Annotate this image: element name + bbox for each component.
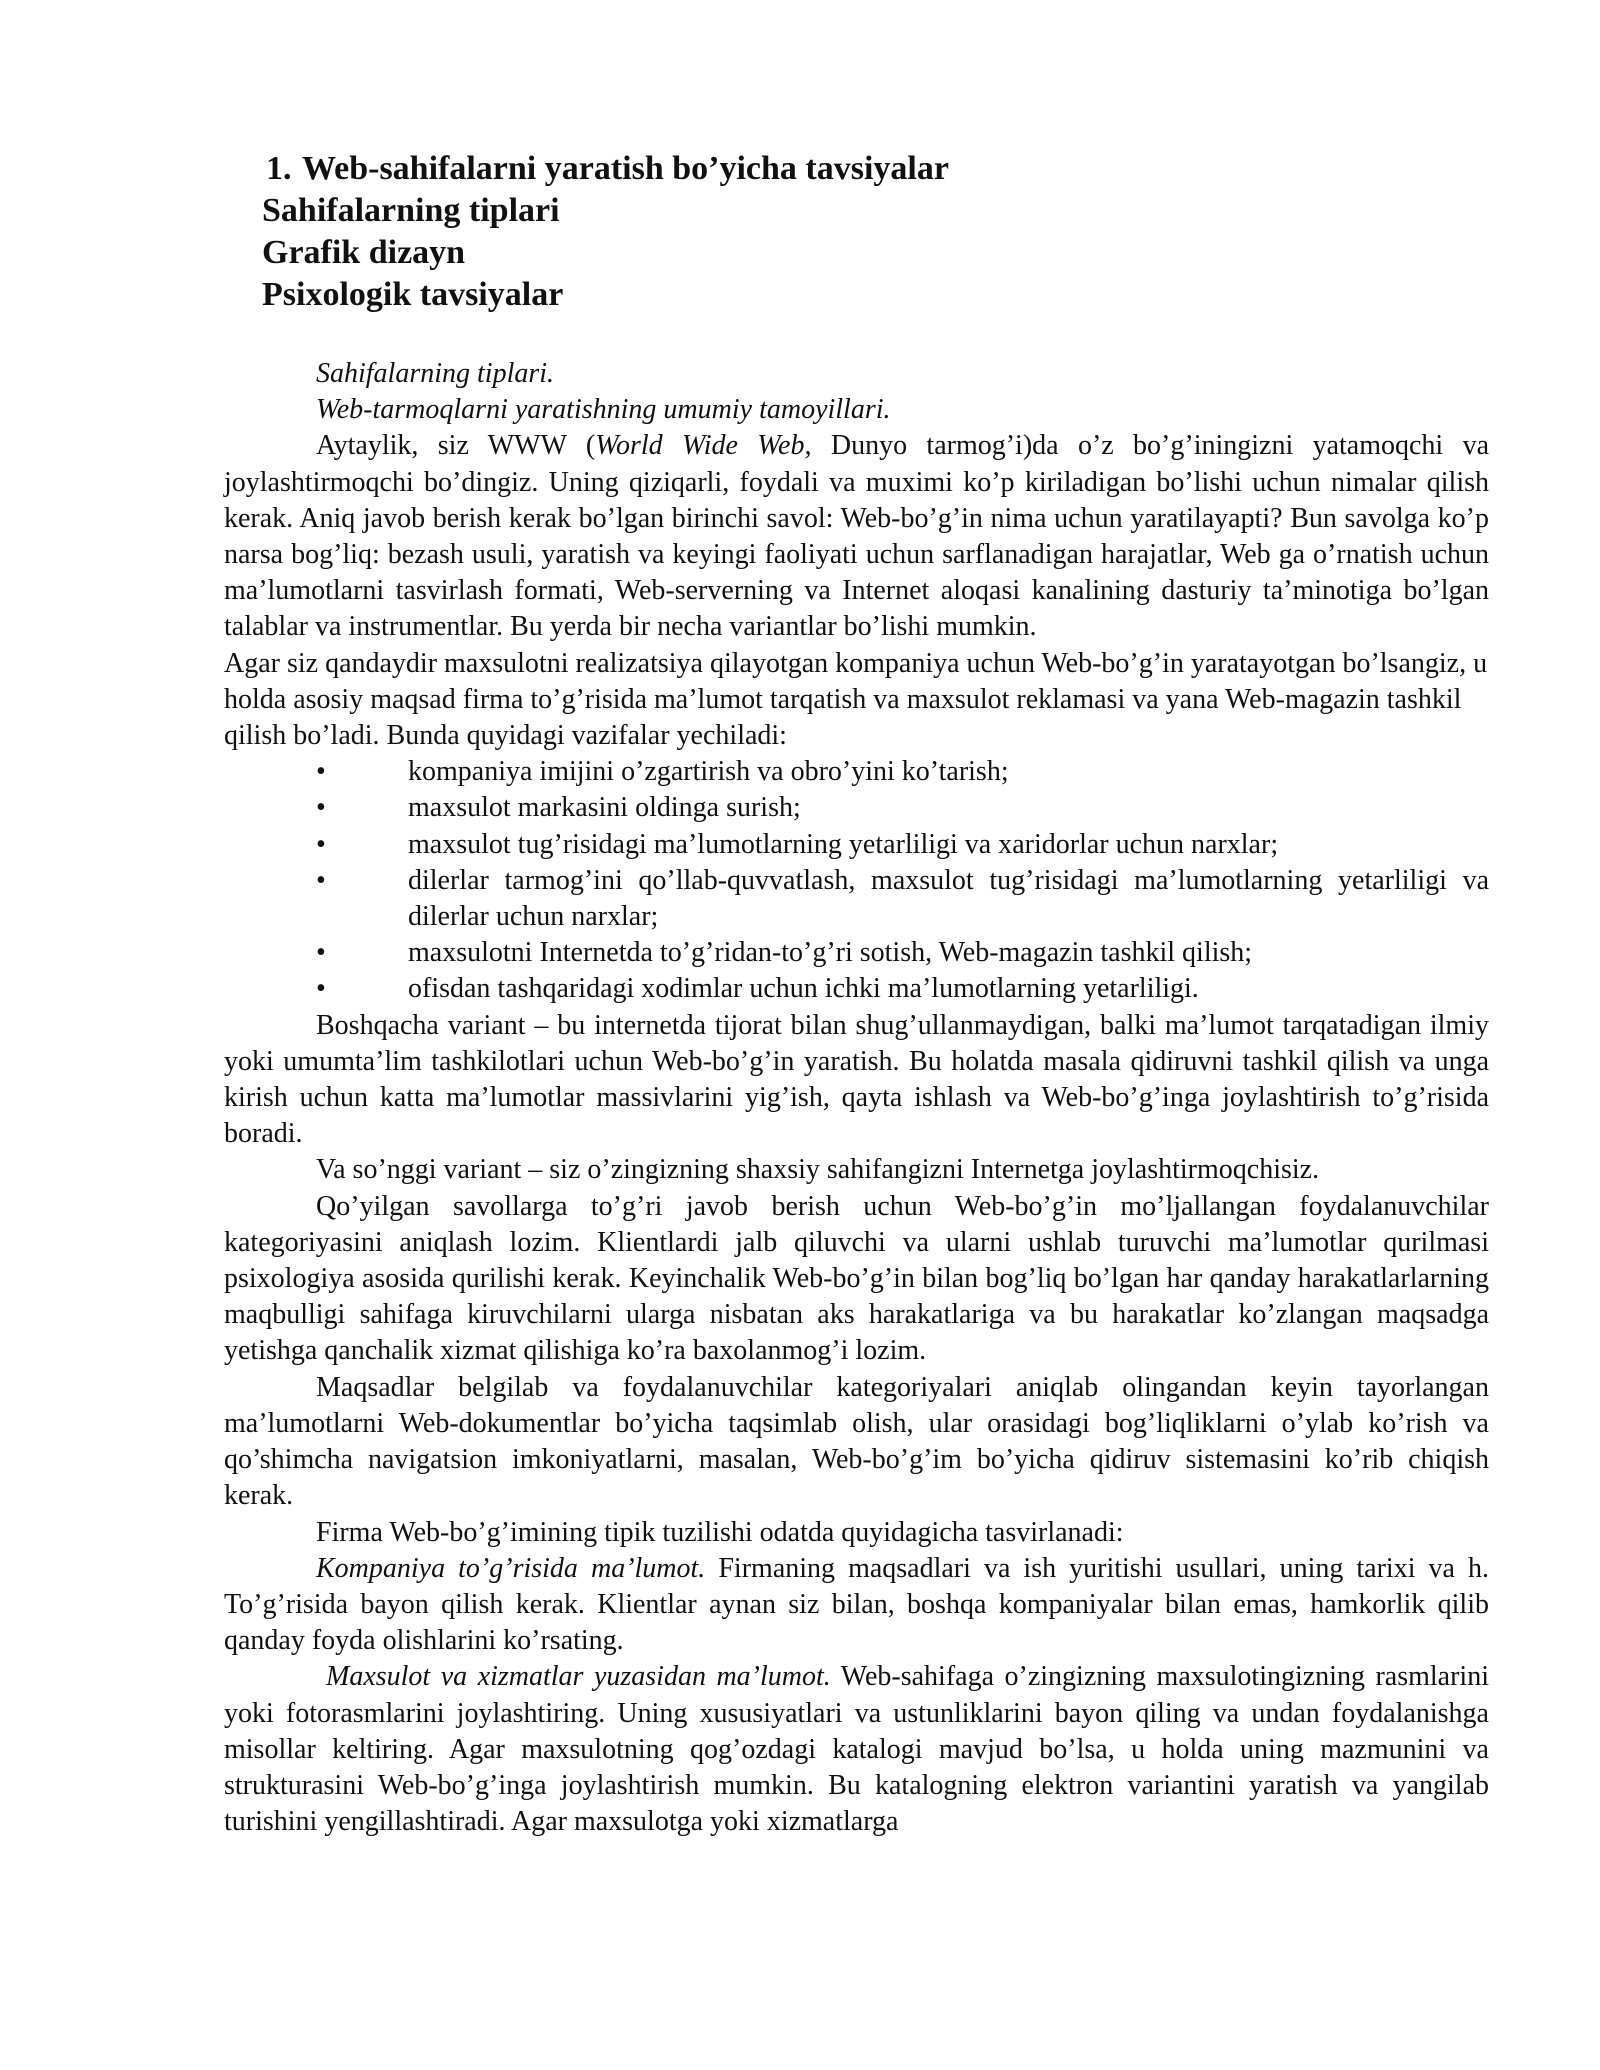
section-headings <box>262 148 949 316</box>
paragraph-last-variant: Va so’nggi variant – siz o’zingizning shaxsiy sahifangizni Internetga joylashtirmoqchisiz. <box>316 1154 1320 1186</box>
paragraph-company: Agar siz qandaydir maxsulotni realizatsiya qilayotgan kompaniya uchun Web-bo’g’in yaratayotgan bo’lsangiz, u holda asosiy maqsad firma to’g’risida ma’lumot tarqatish va maxsulot reklamasi va yana Web-magazin tashkil qilish bo’ladi. Bunda quyidagi vazifalar yechiladi: <box>224 647 1488 752</box>
bullet-icon: • <box>316 756 326 788</box>
bullet-icon: • <box>316 864 326 896</box>
paragraph-intro: Aytaylik, siz WWW (World Wide Web, Dunyo tarmog’i)da o’z bo’g’iningizni yatamoqchi va joylashtirmoqchi bo’dingiz. Uning qiziqarli, foydali va muximi ko’p kiriladigan bo’lishi uchun nimalar qilish kerak. Aniq javob berish kerak bo’lgan birinchi savol: Web-bo’g’in nima uchun yaratilayapti? Bun savolga ko’p narsa bog’liq: bezash usuli, yaratish va keyingi faoliyati uchun sarflanadigan harajatlar, Web ga o’rnatish uchun ma’lumotlarni tasvirlash formati, Web-serverning va Internet aloqasi kanalining dasturiy ta’minotiga bo’lgan talablar va instrumentlar. Bu yerda bir necha variantlar bo’lishi mumkin. <box>224 430 1489 643</box>
subtitle-principles: Web-tarmoqlarni yaratishning umumiy tamoyillari. <box>316 394 891 426</box>
heading-psychological: Psixologik tavsiyalar <box>262 276 564 313</box>
heading-main <box>262 148 949 190</box>
paragraph-products-info: Maxsulot va xizmatlar yuzasidan ma’lumot. Web-sahifaga o’zingizning maxsulotingizning rasmlarini yoki fotorasmlarini joylashtiring. Uning xususiyatlari va ustunliklarini bayon qiling va undan foydalanishga misollar keltiring. Agar maxsulotning qog’ozdagi katalogi mavjud bo’lsa, u holda uning mazmunini va strukturasini Web-bo’g’inga joylashtirish mumkin. Bu katalogning elektron variantini yaratish va yangilab turishini yengillashtiradi. Agar maxsulotga yoki xizmatlarga <box>224 1661 1489 1838</box>
paragraph-goals: Maqsadlar belgilab va foydalanuvchilar kategoriyalari aniqlab olingandan keyin tayorlangan ma’lumotlarni Web-dokumentlar bo’yicha taqsimlab olish, ular orasidagi bog’liqliklarni o’ylab ko’rish va qo’shimcha navigatsion imkoniyatlarni, masalan, Web-bo’g’im bo’yicha qidiruv sistemasini ko’rib chiqish kerak. <box>224 1371 1489 1512</box>
paragraph-company-info: Kompaniya to’g’risida ma’lumot. Firmaning maqsadlari va ish yuritishi usullari, uning tarixi va h. To’g’risida bayon qilish kerak. Klientlar aynan siz bilan, boshqa kompaniyalar bilan emas, hamkorlik qilib qanday foyda olishlarini ko’rsating. <box>224 1552 1489 1657</box>
list-item: • maxsulot markasini oldinga surish; <box>316 790 1489 826</box>
list-item: • maxsulot tug’risidagi ma’lumotlarning yetarliligi va xaridorlar uchun narxlar; <box>316 827 1489 863</box>
list-item: • maxsulotni Internetda to’g’ridan-to’g’ri sotish, Web-magazin tashkil qilish; <box>316 935 1489 971</box>
bullet-icon: • <box>316 937 326 969</box>
heading-number: 1. <box>266 150 292 187</box>
bullet-icon: • <box>316 973 326 1005</box>
list-item: • kompaniya imijini o’zgartirish va obro’yini ko’tarish; <box>316 754 1489 790</box>
subtitle-page-types: Sahifalarning tiplari. <box>316 358 555 389</box>
heading-page-types: Sahifalarning tiplari <box>262 192 560 229</box>
paragraph-other-variant: Boshqacha variant – bu internetda tijorat bilan shug’ullanmaydigan, balki ma’lumot tarqatadigan ilmiy yoki umumta’lim tashkilotlari uchun Web-bo’g’in yaratish. Bu holatda masala qidiruvni tashkil qilish va unga kirish uchun katta ma’lumotlar massivlarini yig’ish, qayta ishlash va Web-bo’g’inga joylashtirish to’g’risida boradi. <box>224 1009 1489 1150</box>
paragraph-structure: Firma Web-bo’g’imining tipik tuzilishi odatda quyidagicha tasvirlanadi: <box>316 1516 1124 1548</box>
bullet-icon: • <box>316 828 326 860</box>
list-item: • ofisdan tashqaridagi xodimlar uchun ichki ma’lumotlarning yetarliligi. <box>316 971 1489 1007</box>
heading-main-text: Web-sahifalarni yaratish bo’yicha tavsiyalar <box>302 150 949 187</box>
list-item: • dilerlar tarmog’ini qo’llab-quvvatlash, maxsulot tug’risidagi ma’lumotlarning yetarliligi va dilerlar uchun narxlar; <box>316 864 1489 933</box>
heading-graphic-design: Grafik dizayn <box>262 234 466 271</box>
paragraph-audience: Qo’yilgan savollarga to’g’ri javob berish uchun Web-bo’g’in mo’ljallangan foydalanuvchilar kategoriyasini aniqlash lozim. Klientlardi jalb qiluvchi va ularni ushlab turuvchi ma’lumotlar qurilmasi psixologiya asosida qurilishi kerak. Keyinchalik Web-bo’g’in bilan bog’liq bo’lgan har qanday harakatlarlarning maqbulligi sahifaga kiruvchilarni ularga nisbatan aks harakatlariga va bu harakatlar ko’zlangan maqsadga yetishga qanchalik xizmat qilishiga ko’ra baxolanmog’i lozim. <box>224 1190 1489 1367</box>
document-body <box>224 356 1489 1840</box>
task-list <box>224 754 1489 1007</box>
bullet-icon: • <box>316 792 326 824</box>
